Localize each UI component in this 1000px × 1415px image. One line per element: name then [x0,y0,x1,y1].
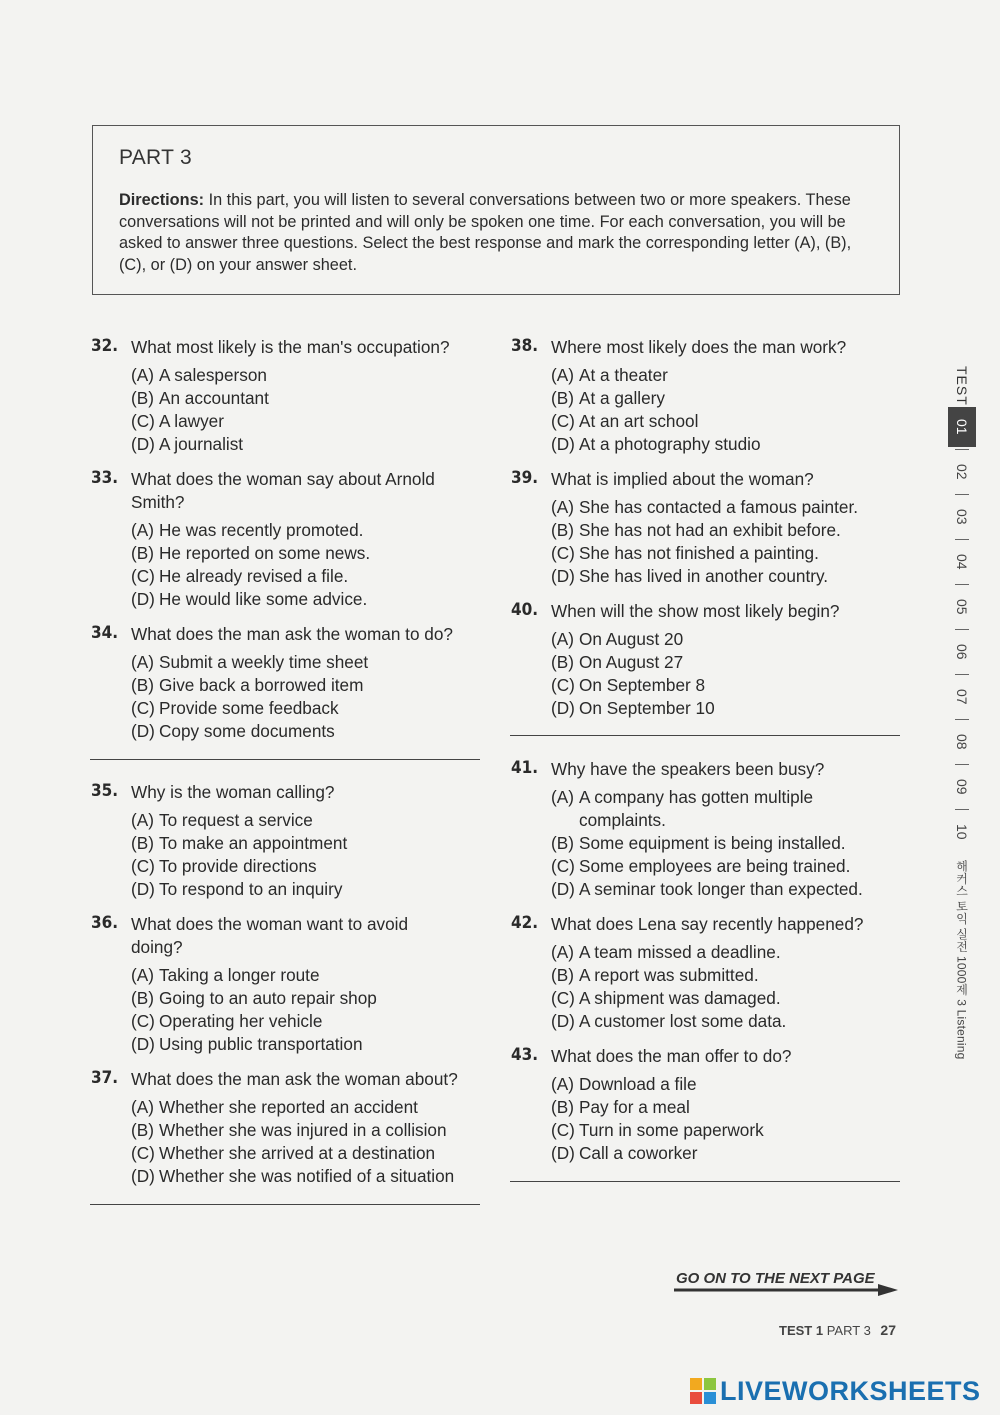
option-a[interactable] [551,628,911,651]
option-text: At a photography studio [579,434,761,454]
option-letter: (B) [131,988,154,1008]
option-letter: (B) [551,1097,574,1117]
option-text: Pay for a meal [579,1097,690,1117]
tab-separator [955,584,969,585]
brand-name: LIVEWORKSHEETS [720,1375,981,1406]
option-d[interactable] [131,720,491,743]
option-a[interactable] [551,496,911,519]
option-a[interactable] [131,651,491,674]
question-text: When will the show most likely begin? [551,601,840,621]
option-list [131,809,491,901]
option-list [131,364,491,456]
option-letter: (C) [551,411,575,431]
question-number: 41. [511,758,539,778]
option-letter: (C) [551,543,575,563]
question-text: What is implied about the woman? [551,469,814,489]
directions-box [92,125,900,295]
option-c[interactable] [131,697,491,720]
question-40 [511,600,911,720]
option-a[interactable] [131,1096,491,1119]
directions-body: In this part, you will listen to several conversations between two or more speakers. These conversations will not be printed and will only be spoken one time. For each conversation, you will be asked to answer three questions. Select the best response and mark the corresponding letter (A), (B), (C), or (D) on your answer sheet. [119,191,852,274]
option-text: On September 10 [579,698,715,718]
footer-part: PART 3 [826,1323,871,1338]
option-letter: (D) [551,566,575,586]
tab-separator [955,764,969,765]
option-text: He would like some advice. [159,589,368,609]
option-c[interactable] [131,1010,451,1033]
option-text: A journalist [159,434,244,454]
question-number: 39. [511,468,539,488]
option-letter: (A) [551,497,574,517]
option-letter: (C) [551,675,575,695]
question-32 [91,336,491,456]
option-text: Whether she arrived at a destination [159,1143,436,1163]
option-b[interactable] [551,387,911,410]
option-text: Turn in some paperwork [579,1120,764,1140]
option-letter: (D) [551,1143,575,1163]
option-d[interactable] [131,1033,451,1056]
option-letter: (B) [551,833,574,853]
option-text: Whether she was injured in a collision [159,1120,447,1140]
question-text: Why is the woman calling? [131,782,335,802]
option-b[interactable] [131,987,451,1010]
option-text: He was recently promoted. [159,520,364,540]
option-text: Provide some feedback [159,698,339,718]
option-list [131,651,491,743]
option-letter: (C) [131,1011,155,1031]
option-letter: (B) [131,1120,154,1140]
option-text: She has lived in another country. [579,566,829,586]
option-b[interactable] [131,832,491,855]
page-footer [779,1322,896,1338]
option-text: Download a file [579,1074,697,1094]
option-d[interactable] [551,878,886,901]
option-b[interactable] [551,964,911,987]
option-letter: (D) [131,1034,155,1054]
option-letter: (D) [551,698,575,718]
option-b[interactable] [131,542,461,565]
section-divider [90,759,480,760]
question-number: 36. [91,913,119,933]
option-letter: (D) [131,879,155,899]
question-35 [91,781,491,901]
option-letter: (C) [131,566,155,586]
option-a[interactable] [131,519,461,542]
left-column-lower [91,781,491,1188]
option-list [551,628,911,720]
option-d[interactable] [551,433,911,456]
option-b[interactable] [551,651,911,674]
option-letter: (C) [551,988,575,1008]
option-d[interactable] [131,588,461,611]
option-d[interactable] [551,1142,911,1165]
question-41 [511,758,886,901]
option-text: At a theater [579,365,668,385]
question-number: 40. [511,600,539,620]
option-letter: (B) [551,388,574,408]
option-text: Call a coworker [579,1143,698,1163]
option-text: On August 27 [579,652,684,672]
option-text: She has not had an exhibit before. [579,520,841,540]
right-column [511,336,911,720]
option-letter: (D) [131,434,155,454]
option-b[interactable] [551,832,886,855]
option-letter: (B) [131,833,154,853]
option-a[interactable] [551,1073,911,1096]
option-list [551,364,911,456]
option-letter: (C) [551,856,575,876]
question-text: Where most likely does the man work? [551,337,847,357]
option-c[interactable] [131,1142,491,1165]
tab-separator [955,809,969,810]
question-number: 38. [511,336,539,356]
option-text: She has not finished a painting. [579,543,819,563]
test-side-tab [944,365,980,1059]
option-d[interactable] [131,878,491,901]
option-letter: (A) [131,365,154,385]
tab-test-07[interactable]: 07 [954,689,970,705]
option-d[interactable] [131,1165,491,1188]
option-b[interactable] [131,387,491,410]
option-letter: (A) [131,965,154,985]
option-letter: (C) [131,856,155,876]
option-text: She has contacted a famous painter. [579,497,859,517]
option-text: To request a service [159,810,313,830]
option-letter: (A) [131,520,154,540]
question-33 [91,468,461,611]
section-divider [90,1204,480,1205]
tab-test-09[interactable]: 09 [954,779,970,795]
option-letter: (A) [131,1097,154,1117]
question-42 [511,913,911,1033]
option-text: Submit a weekly time sheet [159,652,369,672]
option-a[interactable] [551,786,886,832]
option-c[interactable] [551,1119,911,1142]
option-letter: (D) [131,721,155,741]
option-text: A lawyer [159,411,224,431]
question-number: 42. [511,913,539,933]
option-list [551,941,911,1033]
option-text: To provide directions [159,856,317,876]
option-text: On August 20 [579,629,684,649]
left-column [91,336,491,743]
option-letter: (D) [131,589,155,609]
option-letter: (A) [131,652,154,672]
option-letter: (A) [551,942,574,962]
option-letter: (B) [551,520,574,540]
option-list [131,519,461,611]
page-number: 27 [880,1322,896,1338]
option-c[interactable] [131,855,491,878]
option-letter: (B) [551,965,574,985]
footer-test: TEST 1 [779,1323,824,1338]
arrow-right-icon [674,1284,900,1296]
option-text: Using public transportation [159,1034,363,1054]
tab-test-08[interactable]: 08 [954,734,970,750]
option-d[interactable] [551,1010,911,1033]
side-tab-label: TEST [954,366,970,406]
question-text: What most likely is the man's occupation? [131,337,450,357]
tab-separator [955,449,969,450]
book-title: 해커스 토익 실전 1000제 3 Listening [954,860,969,1060]
tab-separator [955,719,969,720]
option-b[interactable] [131,1119,491,1142]
option-c[interactable] [131,565,461,588]
tab-separator [955,629,969,630]
option-a[interactable] [551,364,911,387]
option-b[interactable] [131,674,491,697]
question-39 [511,468,911,588]
option-b[interactable] [551,1096,911,1119]
option-text: Operating her vehicle [159,1011,323,1031]
option-letter: (D) [551,434,575,454]
option-letter: (A) [131,810,154,830]
option-letter: (B) [131,388,154,408]
brand-logo[interactable] [690,1375,981,1407]
option-text: Going to an auto repair shop [159,988,377,1008]
tab-separator [955,494,969,495]
tab-test-05[interactable]: 05 [954,599,970,615]
question-number: 43. [511,1045,539,1065]
option-list [551,1073,911,1165]
directions-text [119,190,873,276]
right-column-lower [511,758,911,1165]
question-text: What does the woman say about Arnold Smith? [131,469,435,512]
question-text: What does Lena say recently happened? [551,914,864,934]
question-text: What does the man ask the woman to do? [131,624,453,644]
option-text: At a gallery [579,388,665,408]
option-letter: (A) [551,1074,574,1094]
option-text: A shipment was damaged. [579,988,781,1008]
option-text: A salesperson [159,365,267,385]
question-number: 35. [91,781,119,801]
option-letter: (A) [551,629,574,649]
option-text: To make an appointment [159,833,348,853]
option-letter: (A) [551,365,574,385]
test-tab-list [948,407,976,852]
option-text: Taking a longer route [159,965,320,985]
question-number: 34. [91,623,119,643]
option-letter: (B) [551,652,574,672]
option-letter: (D) [131,1166,155,1186]
option-letter: (B) [131,543,154,563]
option-b[interactable] [551,519,911,542]
section-divider [510,1181,900,1182]
option-text: He reported on some news. [159,543,371,563]
option-a[interactable] [131,364,491,387]
option-letter: (C) [551,1120,575,1140]
question-38 [511,336,911,456]
option-text: At an art school [579,411,699,431]
option-a[interactable] [131,964,451,987]
go-next-page-text: GO ON TO THE NEXT PAGE [676,1270,875,1287]
option-c[interactable] [131,410,491,433]
option-c[interactable] [551,410,911,433]
tab-separator [955,674,969,675]
option-text: A seminar took longer than expected. [579,879,863,899]
tab-test-03[interactable]: 03 [954,509,970,525]
option-a[interactable] [131,809,491,832]
liveworksheets-logo-icon [690,1378,716,1404]
tab-test-06[interactable]: 06 [954,644,970,660]
option-letter: (C) [131,698,155,718]
option-letter: (D) [551,879,575,899]
option-d[interactable] [551,697,911,720]
option-text: Copy some documents [159,721,335,741]
option-letter: (C) [131,1143,155,1163]
option-c[interactable] [551,674,911,697]
question-43 [511,1045,911,1165]
question-text: What does the man ask the woman about? [131,1069,458,1089]
option-c[interactable] [551,542,911,565]
question-34 [91,623,491,743]
option-list [131,1096,491,1188]
option-text: Whether she was notified of a situation [159,1166,455,1186]
tab-test-04[interactable]: 04 [954,554,970,570]
directions-label: Directions: [119,191,205,209]
option-c[interactable] [551,987,911,1010]
option-letter: (A) [551,787,574,807]
option-text: A team missed a deadline. [579,942,781,962]
option-text: He already revised a file. [159,566,349,586]
option-list [551,496,911,588]
page-title: PART 3 [119,146,193,169]
option-text: On September 8 [579,675,706,695]
option-c[interactable] [551,855,886,878]
question-text: What does the woman want to avoid doing? [131,914,409,957]
option-d[interactable] [551,565,911,588]
option-text: Whether she reported an accident [159,1097,418,1117]
option-list [551,786,886,901]
option-text: Give back a borrowed item [159,675,364,695]
option-a[interactable] [551,941,911,964]
option-letter: (B) [131,675,154,695]
question-number: 32. [91,336,119,356]
option-letter: (D) [551,1011,575,1031]
option-text: To respond to an inquiry [159,879,343,899]
option-text: A company has gotten multiple complaints. [579,787,814,830]
tab-test-10[interactable]: 10 [954,824,970,840]
question-text: Why have the speakers been busy? [551,759,825,779]
question-37 [91,1068,491,1188]
option-text: Some equipment is being installed. [579,833,846,853]
option-d[interactable] [131,433,491,456]
question-36 [91,913,451,1056]
question-number: 37. [91,1068,119,1088]
option-text: An accountant [159,388,269,408]
tab-test-02[interactable]: 02 [954,464,970,480]
option-text: A report was submitted. [579,965,759,985]
question-text: What does the man offer to do? [551,1046,792,1066]
question-number: 33. [91,468,119,488]
tab-test-01[interactable]: 01 [948,407,976,447]
option-list [131,964,451,1056]
option-letter: (C) [131,411,155,431]
tab-separator [955,539,969,540]
section-divider [510,735,900,736]
option-text: A customer lost some data. [579,1011,787,1031]
option-text: Some employees are being trained. [579,856,851,876]
